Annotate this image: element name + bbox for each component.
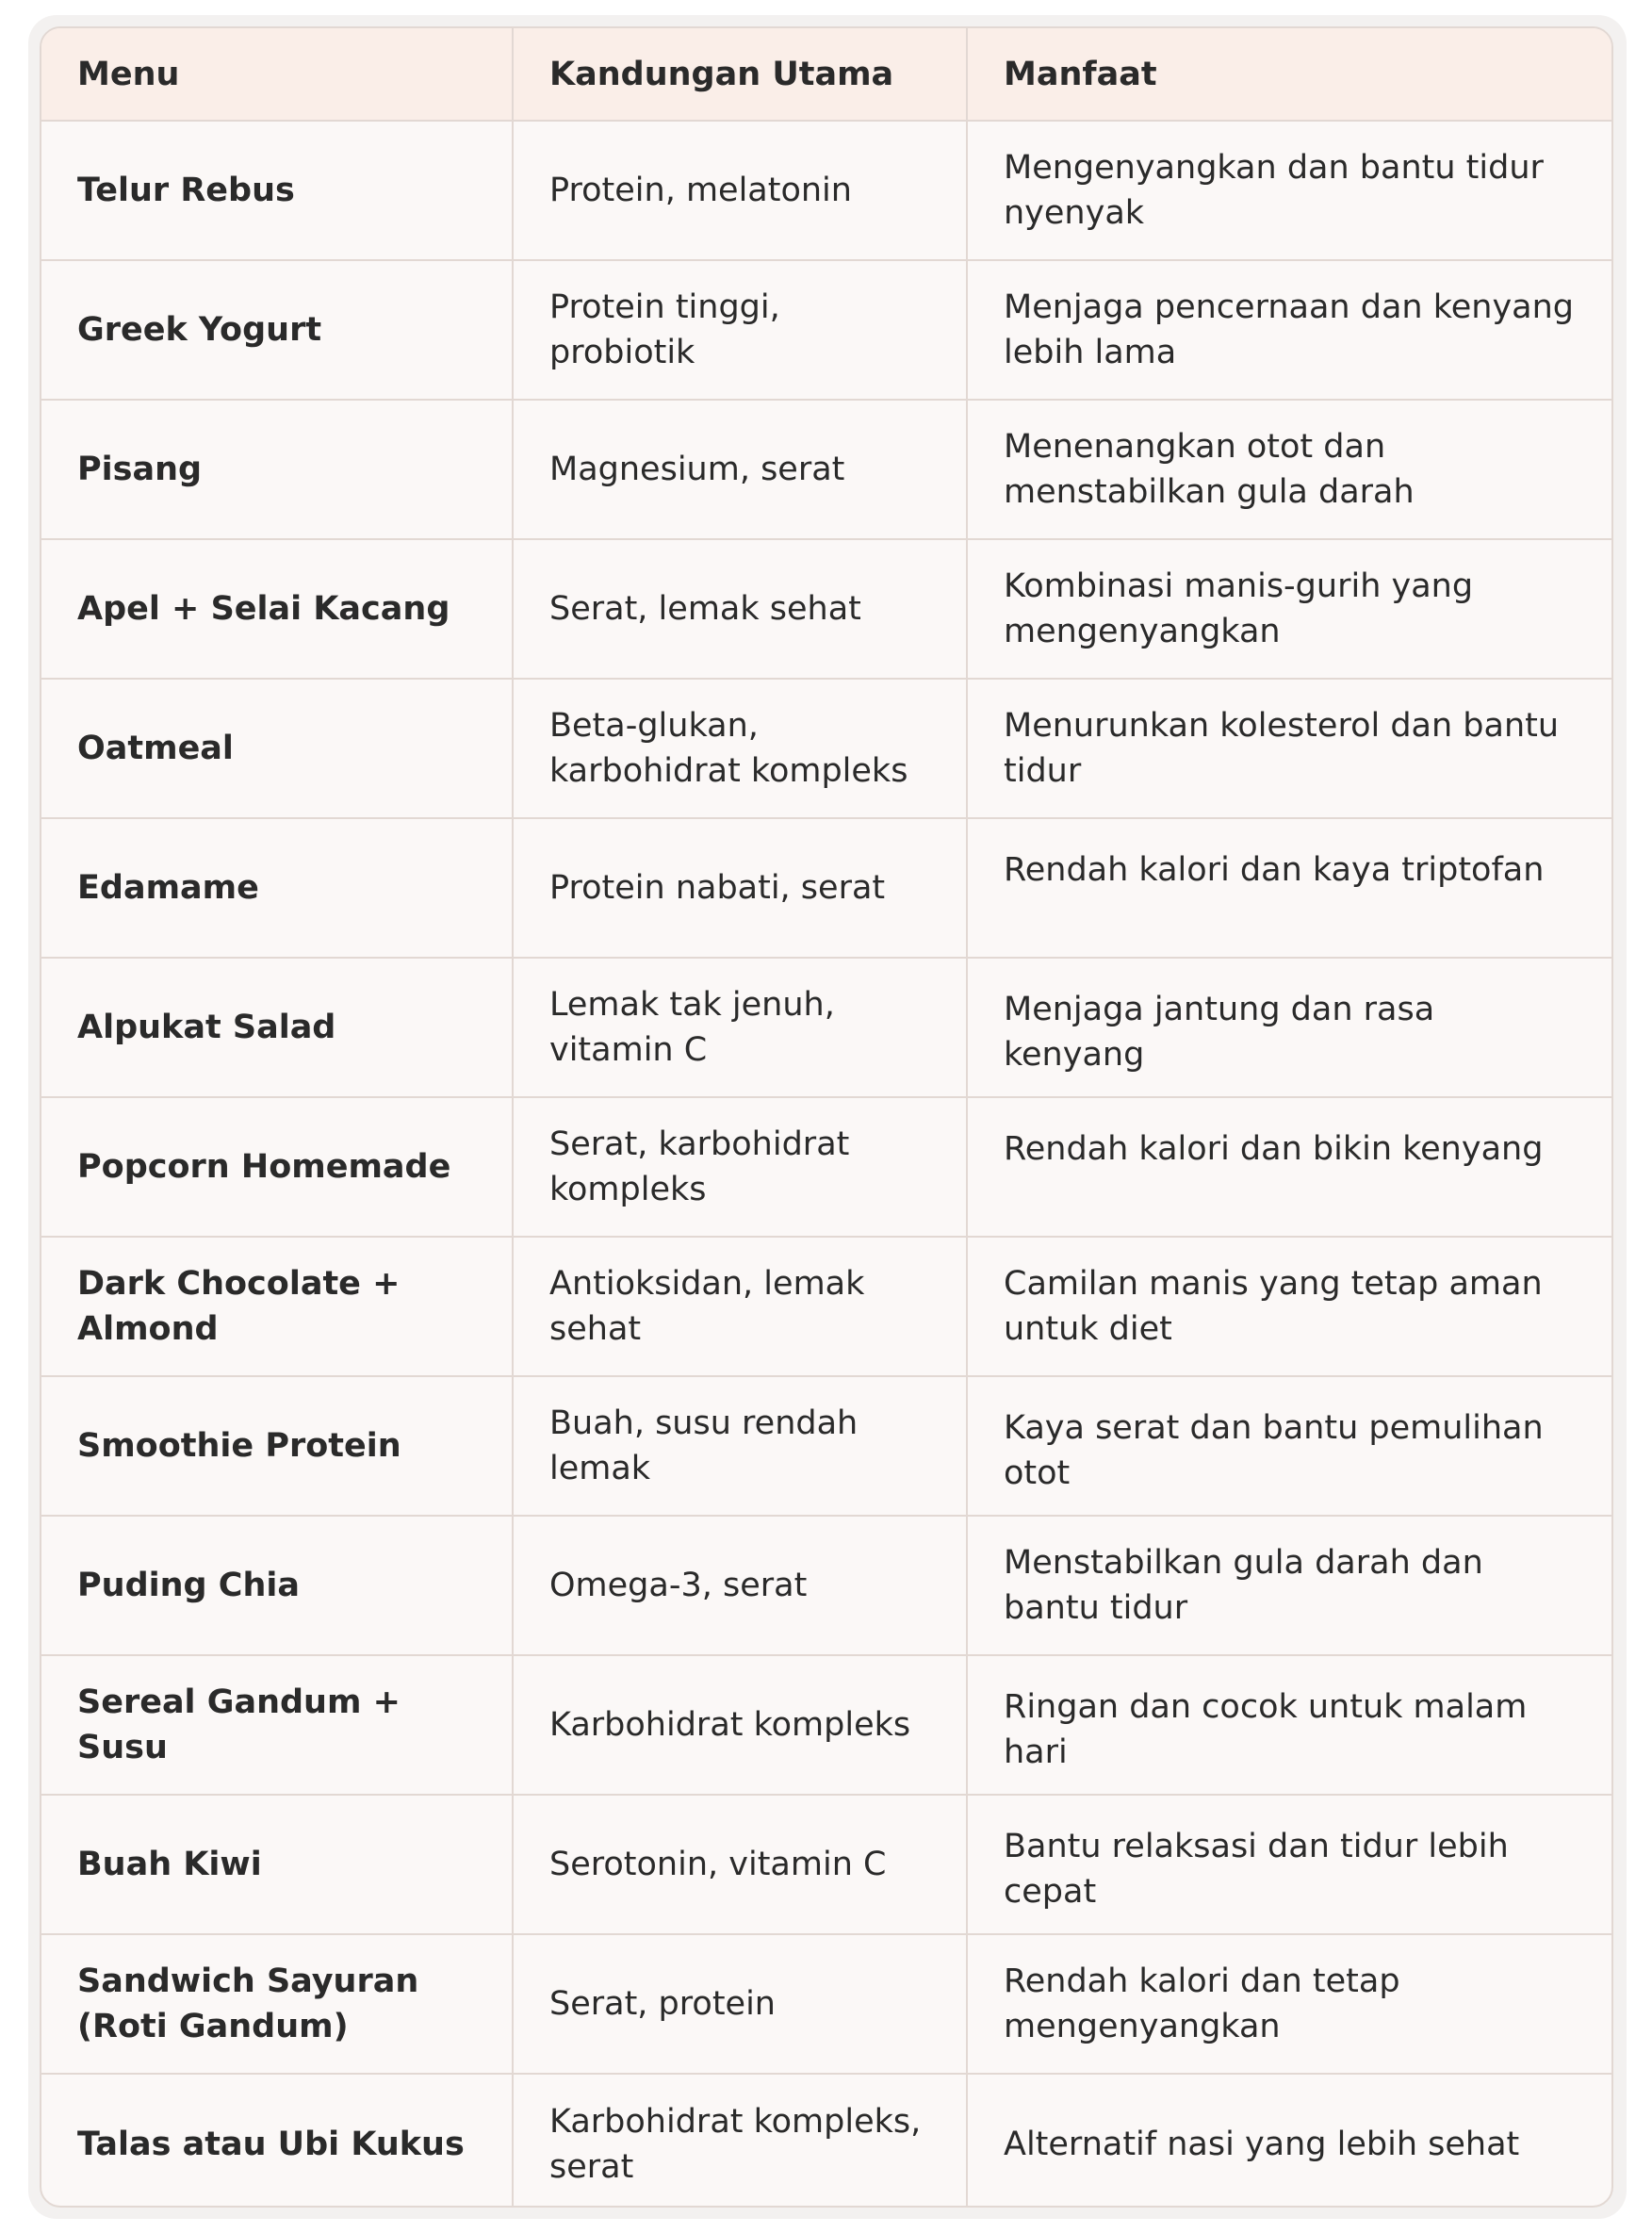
cell-menu: Sereal Gandum + Susu	[41, 1655, 513, 1795]
cell-menu: Alpukat Salad	[41, 958, 513, 1097]
cell-benefit: Kaya serat dan bantu pemulihan otot	[967, 1376, 1611, 1516]
header-row	[41, 28, 1611, 121]
cell-menu: Dark Chocolate + Almond	[41, 1237, 513, 1376]
cell-menu: Sandwich Sayuran (Roti Gandum)	[41, 1934, 513, 2074]
cell-benefit: Menstabilkan gula darah dan bantu tidur	[967, 1516, 1611, 1655]
cell-benefit: Camilan manis yang tetap aman untuk diet	[967, 1237, 1611, 1376]
table-row	[41, 1655, 1611, 1795]
table-row	[41, 121, 1611, 260]
cell-content: Beta-glukan, karbohidrat kompleks	[513, 679, 967, 818]
cell-menu: Pisang	[41, 400, 513, 539]
cell-content: Serat, karbohidrat kompleks	[513, 1097, 967, 1237]
header-content: Kandungan Utama	[513, 28, 967, 121]
table-row	[41, 818, 1611, 958]
table-row	[41, 2074, 1611, 2208]
cell-benefit: Ringan dan cocok untuk malam hari	[967, 1655, 1611, 1795]
header-benefit: Manfaat	[967, 28, 1611, 121]
cell-menu: Oatmeal	[41, 679, 513, 818]
cell-benefit: Rendah kalori dan kaya triptofan	[967, 818, 1611, 958]
cell-menu: Popcorn Homemade	[41, 1097, 513, 1237]
table-row	[41, 679, 1611, 818]
cell-content: Magnesium, serat	[513, 400, 967, 539]
cell-menu: Edamame	[41, 818, 513, 958]
cell-menu: Apel + Selai Kacang	[41, 539, 513, 679]
cell-content: Protein nabati, serat	[513, 818, 967, 958]
snack-table	[40, 26, 1613, 2208]
cell-content: Protein, melatonin	[513, 121, 967, 260]
cell-content: Karbohidrat kompleks, serat	[513, 2074, 967, 2208]
header-menu: Menu	[41, 28, 513, 121]
cell-benefit: Rendah kalori dan bikin kenyang	[967, 1097, 1611, 1237]
table-row	[41, 1376, 1611, 1516]
cell-content: Buah, susu rendah lemak	[513, 1376, 967, 1516]
cell-content: Protein tinggi, probiotik	[513, 260, 967, 400]
cell-benefit: Kombinasi manis-gurih yang mengenyangkan	[967, 539, 1611, 679]
cell-content: Omega-3, serat	[513, 1516, 967, 1655]
table-row	[41, 1934, 1611, 2074]
cell-menu: Smoothie Protein	[41, 1376, 513, 1516]
cell-benefit: Rendah kalori dan tetap mengenyangkan	[967, 1934, 1611, 2074]
cell-content: Serat, lemak sehat	[513, 539, 967, 679]
cell-content: Serat, protein	[513, 1934, 967, 2074]
cell-menu: Puding Chia	[41, 1516, 513, 1655]
table-row	[41, 400, 1611, 539]
cell-benefit: Menjaga jantung dan rasa kenyang	[967, 958, 1611, 1097]
cell-menu: Buah Kiwi	[41, 1795, 513, 1934]
cell-menu: Telur Rebus	[41, 121, 513, 260]
cell-benefit: Mengenyangkan dan bantu tidur nyenyak	[967, 121, 1611, 260]
table-row	[41, 539, 1611, 679]
cell-benefit: Menenangkan otot dan menstabilkan gula darah	[967, 400, 1611, 539]
cell-benefit: Menjaga pencernaan dan kenyang lebih lama	[967, 260, 1611, 400]
table-row	[41, 260, 1611, 400]
table-row	[41, 958, 1611, 1097]
cell-menu: Talas atau Ubi Kukus	[41, 2074, 513, 2208]
cell-content: Serotonin, vitamin C	[513, 1795, 967, 1934]
table-row	[41, 1097, 1611, 1237]
table-row	[41, 1237, 1611, 1376]
cell-content: Lemak tak jenuh, vitamin C	[513, 958, 967, 1097]
cell-benefit: Alternatif nasi yang lebih sehat	[1004, 2125, 1520, 2163]
cell-content: Antioksidan, lemak sehat	[513, 1237, 967, 1376]
data-table	[41, 28, 1611, 2208]
cell-menu: Greek Yogurt	[41, 260, 513, 400]
cell-content: Karbohidrat kompleks	[513, 1655, 967, 1795]
table-row	[41, 1516, 1611, 1655]
table-row	[41, 1795, 1611, 1934]
cell-benefit: Menurunkan kolesterol dan bantu tidur	[967, 679, 1611, 818]
cell-benefit: Bantu relaksasi dan tidur lebih cepat	[967, 1795, 1611, 1934]
